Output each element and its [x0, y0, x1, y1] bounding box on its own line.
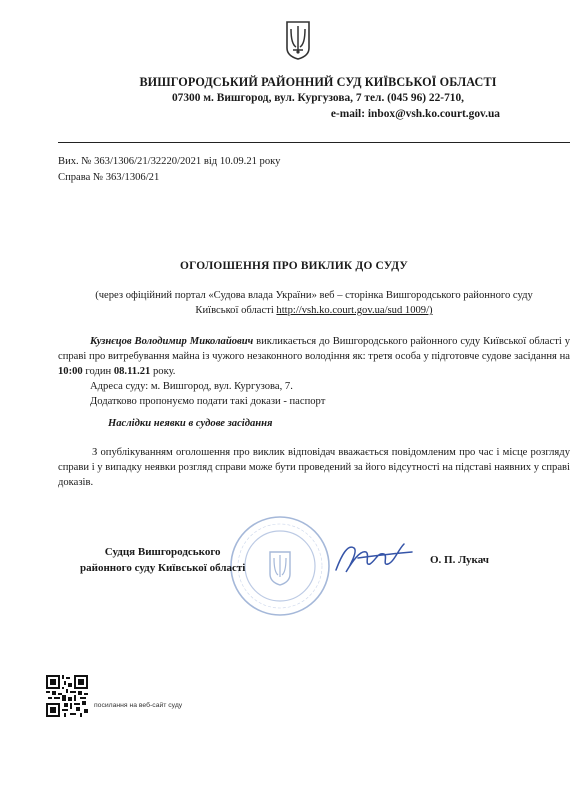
summons-text-3: року.: [150, 366, 176, 377]
consequences-heading: Наслідки неявки в судове засідання: [108, 418, 273, 429]
hearing-date: 08.11.21: [113, 366, 151, 377]
outgoing-number: Вих. № 363/1306/21/32220/2021 від 10.09.21 року: [58, 156, 281, 167]
notice-title: ОГОЛОШЕННЯ ПРО ВИКЛИК ДО СУДУ: [180, 260, 408, 272]
judge-role-line-1: Судця Вишгородського: [104, 546, 221, 558]
court-email: e-mail: inbox@vsh.ko.court.gov.ua: [330, 108, 500, 120]
case-number: Справа № 363/1306/21: [58, 172, 160, 183]
portal-line-1: (через офіційний портал «Судова влада України» веб – сторінка Вишгородського районного суду: [95, 290, 533, 301]
reference-block: [58, 154, 280, 186]
portal-link[interactable]: http://vsh.ko.court.gov.ua/sud 1009/): [276, 305, 433, 316]
hearing-time: 10:00: [58, 366, 83, 377]
trident-emblem-icon: [285, 20, 311, 60]
evidence-line: Додатково пропонуємо подати такі докази - паспорт: [90, 396, 326, 407]
judge-role-line-2: районного суду Київської області: [80, 562, 246, 574]
court-header: [118, 74, 518, 122]
court-address: 07300 м. Вишгород, вул. Кургузова, 7 тел. (045 96) 22-710,: [171, 92, 465, 104]
judge-role: [80, 544, 245, 576]
header-divider: [58, 142, 570, 143]
consequences-paragraph: З опублікуванням оголошення про виклик відповідач вважається повідомленим про час і місце розгляду справи і у випадку неявки розгляд справи може бути проведений за його відсутності на підставі наявних у справі доказів.: [58, 447, 570, 488]
person-name: Кузнєцов Володимир Миколайович: [90, 336, 254, 347]
handwritten-signature-icon: [328, 536, 418, 580]
summons-text-1: викликається до Вишгородського районного суду Київської області у справі про витребування майна із чужого незаконного володіння як: третя особа у підготовче судове засідання на: [58, 336, 571, 362]
summons-text-2: годин: [82, 366, 114, 377]
court-address-line: Адреса суду: м. Вишгород, вул. Кургузова, 7.: [90, 381, 293, 392]
portal-line-2-prefix: Київської області: [195, 305, 277, 316]
summons-paragraph: [58, 334, 570, 379]
qr-code-icon[interactable]: [46, 675, 88, 717]
portal-line-2: [58, 303, 570, 318]
portal-paragraph: [58, 288, 570, 318]
qr-caption: посилання на веб-сайт суду: [94, 702, 183, 709]
court-name: ВИШГОРОДСЬКИЙ РАЙОННИЙ СУД КИЇВСЬКОЇ ОБЛАСТІ: [139, 75, 497, 89]
judge-name: О. П. Лукач: [430, 554, 489, 566]
